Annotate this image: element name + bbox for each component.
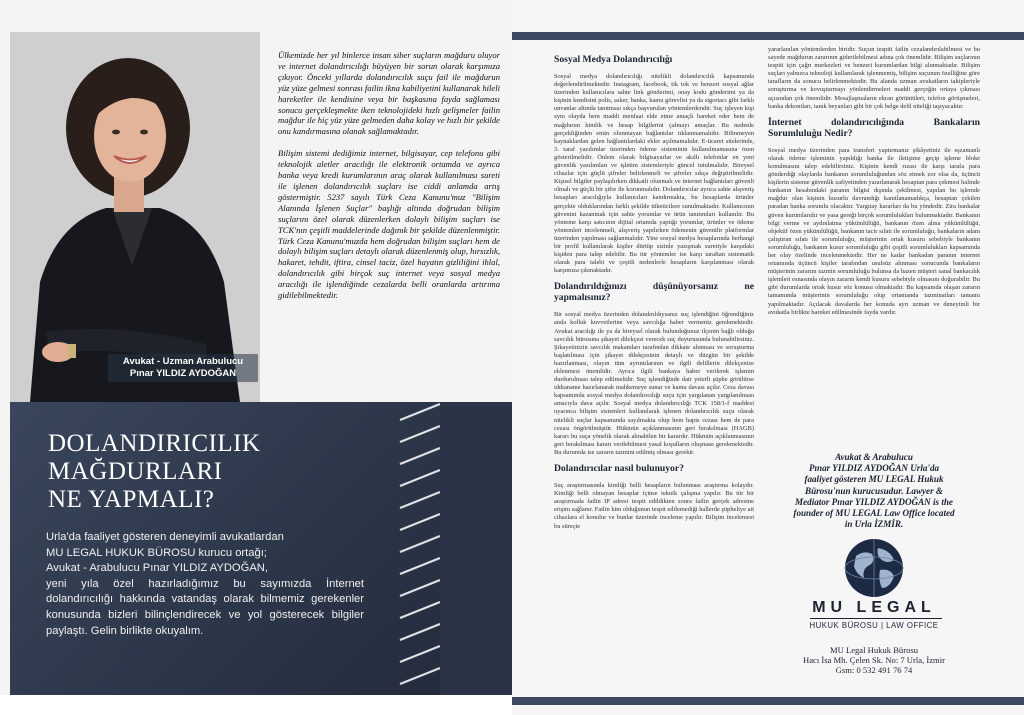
section-text: Bir sosyal medya üzerinden dolandırıldıysanız suç işlendiğini öğrendiğiniz anda kolluk kuvvetlerine veya savcılığa haber vermeniz gerekmektedir. Avukat aracılığı ile ya da bireysel olarak bulunduğunuz ilçenin bağlı olduğu savcılık bürosuna şikayet dilekçesi verecek suç duyurusunda bulunabilirsiniz. Şikayetinizin savcılık makamları tarafından dikkate alınması ve soruşturma başlatılması için şikayet dilekçesinin detaylı ve düzgün bir şekilde hazırlanması, olayın tüm ayrıntılarının ve ilgili delillerin dilekçenize eklenmesi önemlidir. Ayrıca ilgili bankaya haber verilerek işlemin durdurulması talep edilmelidir. Suç işlendiğinde dair yeterli şüphe görülürse iddianame hazırlanarak mahkemeye sunar ve kamu davası açılır. Ceza davası kapsamında sosyal medya dolandırıcılığı suçu için yargılanan yargılanılması amacıyla dava açılır. Sosyal medya dolandırıcılığı TCK 158/1-f maddesi uyarınca bilişim sistemleri kullanılarak işlenen dolandırıcılık suçu olarak nitelikli suçlar kapsamında sayılmakta olup hem hapis cezası hem de para cezası öngörülmüştür. Hükmün açıklanmasının geri bırakılması (HAGB) kararı bu suça yönelik olarak alınabilen bir karardır. Hükmün açıklanmasının geri bırakılması kararı verilebilmesi yasal koşulların oluşması gerekmektedir. Bu durumda ise zararın tazmini edilmiş olması gerekir. <box>554 311 754 456</box>
bio-line: Bürosu'nun kurucusudur. Lawyer & <box>805 485 943 496</box>
article-column-intro <box>278 50 500 312</box>
intro-text <box>46 530 364 639</box>
photo-caption <box>108 354 258 382</box>
right-page <box>512 0 1024 715</box>
article-column-middle <box>554 54 754 537</box>
bio-line: Avukat & Arabulucu <box>835 452 913 462</box>
intro-line: Avukat - Arabulucu Pınar YILDIZ AYDOĞAN, <box>46 562 268 575</box>
headline-banner <box>10 402 512 695</box>
article-paragraph: Bilişim sistemi dediğimiz internet, bilgisayar, cep telefonu gibi teknolojik aletler aracılığı ile elektronik ortamda ve ayrıca banka veya kredi kurumlarının araç olarak kullanılması sureti ile işlenen dolandırıcılık suçları ise ciddi anlamda artış göstermiştir. 5237 sayılı Türk Ceza Kanunu'muz "Bilişim Alanında İşlenen Suçlar" başlığı altında doğrudan bilişim suçlarını özel olarak düzenlerken dolaylı bilişim suçları ise TCK'nın çeşitli maddelerinde dağınık bir şekilde düzenlenmiştir. Türk Ceza Kanunu'muzda hem doğrudan bilişim suçları hem de dolaylı bilişim suçları detaylı olarak düzenlenmiş olup, hırsızlık, hakaret, tehdit, iftira, cinsel taciz, özel hayatın gizliliğini ihlal, dolandırıcılık gibi birçok suç internet veya sosyal medya aracılığı ile işlendiğinde cezalarda belli oranlarda artırıma gidilebilmektedir. <box>278 148 500 301</box>
author-bio <box>768 452 980 530</box>
top-rule <box>512 32 1024 40</box>
portrait-illustration <box>10 32 260 402</box>
globe-logo-icon <box>842 536 906 600</box>
diagonal-stripes-decoration <box>340 402 512 695</box>
contact-address <box>768 645 980 676</box>
section-text: Sosyal medya üzerinden para transferi yaptırmanız şikâyetiniz ile eşzamanlı olarak ödeme işleminin yapıldığı banka ile iletişime geçip işleme bloke konulmasını talep edebilirsiniz. Kişinin kendi rızası ile karşı tarafa para gönderdiği olaylarda bankanın sorumluluğundan söz etmek zor olsa da, üçüncü kişilerin sisteme güvenlik zafiyetinden yararlanarak hesaptan para çekmesi halinde bankanın hesabındaki paranın bilgisi dışında çekilmesi, yapılan bu işlemde mağdur olan kişinin kusurlu davrandığı kanıtlanamadıkça, hesaptan çekilen paradan banka sorumlu olacaktır. Yargıtay kararları da bu yöndedir. Zira bankalar güven kurumlarıdır ve yasa gereği birçok sorumlulukları bulunmaktadır. Bankanın bilgi verme ve aydınlatma yükümlülüğü, bankanın özen alma yükümlülüğü, objektif özen yükümlülüğü, bankanın tacir sıfatı ile sorumluluğu, bankaların adam çalıştıran sıfatı ile sorumluluğu, müşterinin ortak kusuru sebebiyle bankanın sorumluluğu, bankanın kusur sorumluluğu gibi çeşitli sorumlulukları kapsamında her olay özelinde incelenmektedir. Her ne kadar bankadan paranın internet ortamında üçüncü kişiler tarafından usulsüz alınması sonucunda bankaların müşterinin zararını tazmin sorumluluğu bulunsa da bazen müşteri sanal bankacılık işlemleri esnasında olayın zararın kendi kusuru sebebiyle olmasını doğurabilir. Bu gibi durumlarda ortak kusur söz konusu olmaktadır. Bu kapsamda olaşan zararın tamamında müşterinin sorumluluğu olup ortamanda tazminatları tamamı yapılmaktadır. Açılacak davalarda her konuda ayrı uzman ve deneyimli bir avukatla birlikte hareket edilmesinde fayda vardır. <box>768 146 980 316</box>
headline <box>48 430 261 514</box>
bio-line: founder of MU LEGAL Law Office located <box>793 508 955 519</box>
brand-subtitle: HUKUK BÜROSU | LAW OFFICE <box>809 621 939 630</box>
intro-line: Urla'da faaliyet gösteren deneyimli avukatlardan <box>46 531 284 543</box>
headline-line: MAĞDURLARI <box>48 458 223 485</box>
bio-line: Pınar YILDIZ AYDOĞAN Urla'da <box>808 463 940 474</box>
intro-line: MU LEGAL HUKUK BÜROSU kurucu ortağı; <box>46 546 267 559</box>
section-title: Dolandırıcılar nasıl bulunuyor? <box>554 463 684 475</box>
caption-name: Pınar YILDIZ AYDOĞAN <box>129 368 237 379</box>
section-text: Suç araştırmasında kimliği belli hesapların bulunması araştırma kolaydır. Kimliği belli olmayan hesaplar içinse teknik çalışma yapılır. Bu tür bir araştırmada failin IP adresi tespit edildikten sonra failin gerçek adresine erişim sağlanır. Failin kim olduğunun tespit edilemediği hallerde şüpheliye ait cihazlara el konulur ve bunlar üzerinde inceleme yapılır. Bilişim incelemesi bu süreçte <box>554 482 754 530</box>
page-margin <box>0 695 512 715</box>
section-text: Sosyal medya dolandırıcılığı nitelikli dolandırıcılık kapsamında değerlendirilmektedir. Instagram, facebook, tik tok ve benzeri sosyal ağlar üzerinden kullanıcılara sahte link gönderimi, onay kodu gönderimi ya da kişinin kendisini polis, asker, banka, kamu görevlisi ya da sigortacı gibi farklı unvanlar altında tanıtması sıkça başvurulan yöntemlerdendir. Suç işleyen kişi aynı olayda hem maddi menfaat elde etme amaçlı hareket eder hem de mağdurun kimlik ve hesap bilgilerini çalmayı amaçlar. Bu nedenle gerçekliğinden emin olunmayan bağlantılar tıklanmamalıdır. Bilinmeyen kaynaklardan gelen bağlantılardaki ekler açılmamalıdır. E-ticaret sitelerinde, 3. taraf yazılımlar üzerinden ödeme sisteminin kullanılmamasına özen gösterilmelidir. Önlem olarak bilgisayarlar ve akıllı telefonlar en yeni güvenlik yazılımları ve işletim sistemleriyle güncel tutulmalıdır. Bireysel cihazlar için güçlü şifreler belirlenmeli ve şifreler sıkça değiştirilmelidir. Kişisel bilgiler paylaşılırken dikkatli olunmalı ve internet bağlantıları güvenli olmalı ve güçlü bir şifre ile korunmalıdır. Dolandırıcılar ayrıca sahte alışveriş hesapları aracılığıyla kullanıcıları kandırmakta, bu hesaplarda ürünler gerçekte olduklarından farklı şekilde tüketicilere sunulmaktadır. Kullanıcının güvenini kazanmak için sahte yorumlar ve ürün tanıtımları kullanılır. Bu yönteme karşı satıcının dijital ortamda yaptığı yorumlar, ürünler ve ödeme yöntemleri incelenmeli, alışveriş yapılırken ödemenin güvenilir platformlar üzerinden yapılması sağlanmalıdır. Yine sosyal medya hesaplarında herhangi bir profil kullanılarak kişiler dürtüp sizinle yazışmak suretiyle karşıdaki kişiden para talep edebilir. Bu tür yöntemler ise karşı taraftan sistematik olarak para talebi ve çeşitli nedenlerle hesapların karşılanması olarak karşımıza çıkmaktadır. <box>554 73 754 275</box>
article-column-right <box>768 46 980 323</box>
phone-line: Gsm: 0 532 491 76 74 <box>835 665 913 676</box>
address-line: Hacı İsa Mh. Çelen Sk. No: 7 Urla, İzmir <box>802 655 945 666</box>
caption-role: Avukat - Uzman Arabulucu <box>122 356 244 367</box>
headline-line: NE YAPMALI? <box>48 486 215 513</box>
brand-name: MU LEGAL <box>812 599 936 616</box>
address-line: MU Legal Hukuk Bürosu <box>829 645 919 655</box>
bio-line: Mediator Pınar YILDIZ AYDOĞAN is the <box>795 496 953 507</box>
bio-line: in Urla İZMİR. <box>844 519 904 530</box>
headline-line: DOLANDIRICILIK <box>48 430 261 457</box>
brand-divider <box>810 618 942 619</box>
section-text: yararlanılan yöntemlerden biridir. Suçun tespiti failin cezalandırılabilmesi ve bu sayede mağdurun zararının giderilebilmesi adına çok önemlidir. Bilişim suçlarının tespiti için çağrı merkezleri ve benzeri kurumlardan bilgi alınmaktadır. Bilişim suçları yalnızca teknoloji kullanılarak işlenmemiş, bilişim suçunun özelliğine göre tarafların da sonucu belirlenmektedir. Bu alanda uzman avukatların takipleriyle soruşturma ve kovuşturmayı yönlendirmeleri maddi gerçeğin ortaya çıkması açısından çok önemlidir. Mesajlaşmaların ekran görüntüleri, telefon görüşmeleri, banka dekontları, tanık beyanları gibi bir çok belge delil niteliği taşıyacaktır. <box>768 46 980 110</box>
section-title: İnternet dolandırıcılığında Bankaların Sorumluluğu Nedir? <box>768 116 980 139</box>
lawyer-portrait <box>10 32 260 402</box>
intro-line: yeni yıla özel hazırladığımız bu sayımızda İnternet dolandırıcılığı hakkında vatandaş olarak bilmemiz gerekenler konusunda bizleri bilinçlendirecek ve yol gösterecek bilgiler paylaştı. Gelin birlikte okuyalım. <box>46 577 364 637</box>
bio-line: faaliyet gösteren MU LEGAL Hukuk <box>804 474 944 485</box>
article-paragraph: Ülkemizde her yıl binlerce insan siber suçların mağduru oluyor ve internet dolandırıcılığı büyüyen bir sorun olarak karşımıza çıkıyor. Önceki yıllarda dolandırıcılık suçu fail ile mağdurun yüz yüze gelmesi sonrası failin ikna kabiliyetini kullanarak hileli hareketler ile kendisine veya bir başkasına fayda sağlaması sonucu gerçekleşmekte iken teknolojideki hızlı gelişmeler failin mağdur ile hiç yüz yüze gelmeden daha kolay ve hızlı bir şekilde onu kandırmasına olanak sağlamaktadır. <box>278 50 500 137</box>
section-title: Sosyal Medya Dolandırıcılığı <box>554 54 673 65</box>
section-title: Dolandırıldığınızı düşünüyorsanız ne yapmalısınız? <box>554 281 754 304</box>
bottom-rule <box>512 697 1024 705</box>
